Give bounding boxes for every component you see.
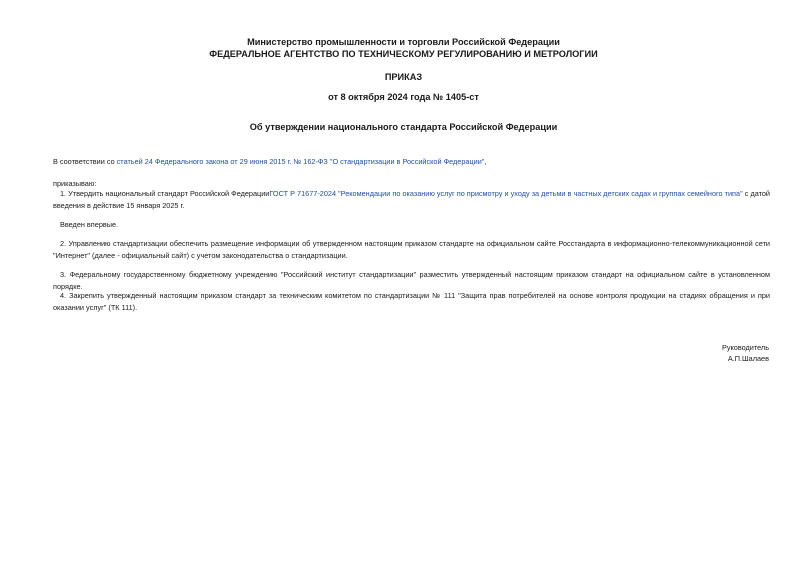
legal-basis-paragraph (53, 156, 770, 168)
signatory-role: Руководитель (721, 343, 769, 352)
basis-prefix: В соответствии со (53, 157, 117, 166)
order-item-4: 4. Закрепить утвержденный настоящим приказом стандарт за техническим комитетом по стандартизации № 111 "Защита прав потребителей на основе контроля продукции на стадиях обращения и при оказании услуг" (ТК 111). (53, 291, 770, 312)
signatory-name: А.П.Шалаев (727, 354, 769, 363)
basis-suffix: , (484, 157, 487, 166)
orders-word: приказываю: (53, 179, 97, 188)
order-item-1 (53, 188, 770, 211)
federal-law-link[interactable]: статьей 24 Федерального закона от 29 июня 2015 г. № 162-ФЗ "О стандартизации в Российской Федерации" (116, 157, 485, 166)
ministry-name: Министерство промышленности и торговли Российской Федерации (247, 37, 560, 47)
item1-prefix: 1. Утвердить национальный стандарт Российской Федерации (60, 189, 270, 198)
document-type: ПРИКАЗ (384, 72, 423, 82)
gost-standard-link[interactable]: ГОСТ Р 71677-2024 "Рекомендации по оказанию услуг по присмотру и уходу за детьми в частных детских садах и группах семейного типа" (269, 189, 743, 198)
item1-suffix: с датой введения в действие 15 января 2025 г. (53, 189, 770, 210)
order-item-3: 3. Федеральному государственному бюджетному учреждению "Российский институт стандартизации" разместить утвержденный настоящим приказом стандарт на официальном сайте в установленном порядке. (53, 270, 770, 291)
order-item-2: 2. Управлению стандартизации обеспечить размещение информации об утвержденном настоящим приказом стандарте на официальном сайте Росстандарта в информационно-телекоммуникационной сети "Интернет" (далее - официальный сайт) с учетом законодательства о стандартизации. (53, 239, 770, 260)
document-date-number: от 8 октября 2024 года № 1405-ст (328, 92, 479, 102)
introduced-note: Введен впервые. (60, 220, 119, 229)
agency-name: ФЕДЕРАЛЬНОЕ АГЕНТСТВО ПО ТЕХНИЧЕСКОМУ РЕГУЛИРОВАНИЮ И МЕТРОЛОГИИ (209, 49, 598, 59)
document-subject: Об утверждении национального стандарта Российской Федерации (249, 122, 558, 132)
